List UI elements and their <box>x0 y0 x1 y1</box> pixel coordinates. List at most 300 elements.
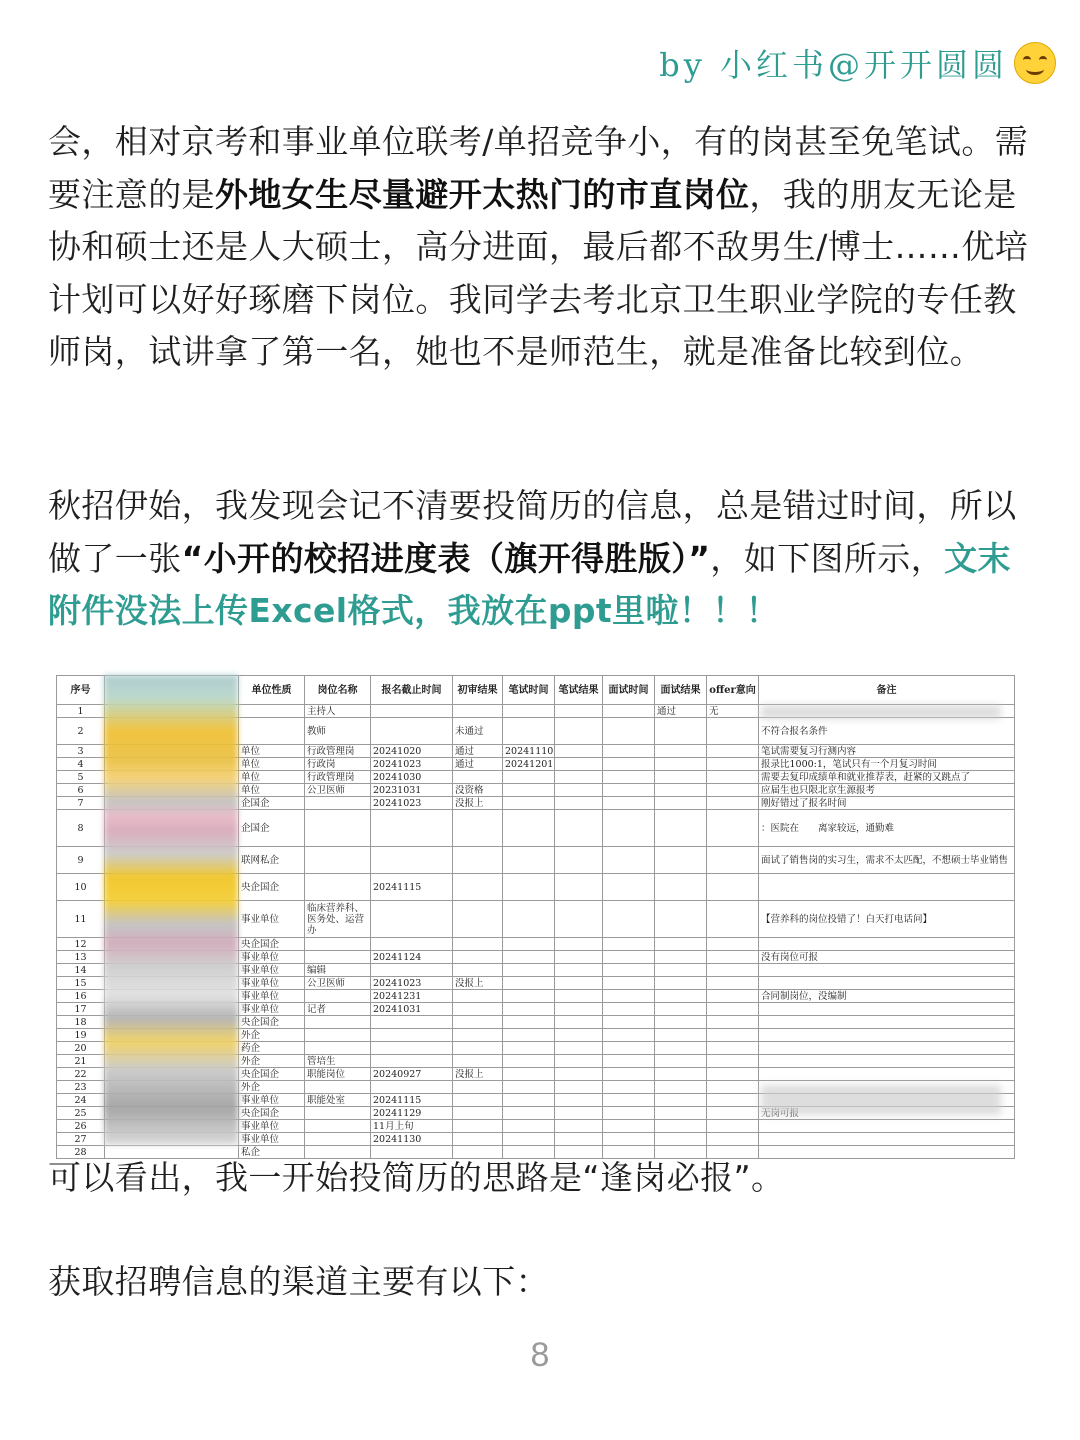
table-cell: 没报上 <box>453 1068 503 1081</box>
table-cell <box>707 847 759 874</box>
table-cell: 20240927 <box>371 1068 453 1081</box>
table-cell: 20241030 <box>371 771 453 784</box>
table-cell <box>655 1029 707 1042</box>
table-cell: 20231031 <box>371 784 453 797</box>
table-cell <box>655 1003 707 1016</box>
table-cell <box>603 718 655 745</box>
table-cell: 单位 <box>239 771 305 784</box>
table-cell <box>707 810 759 847</box>
table-cell <box>503 1094 555 1107</box>
paragraph-4: 获取招聘信息的渠道主要有以下： <box>48 1262 549 1301</box>
table-cell: 外企 <box>239 1081 305 1094</box>
table-cell <box>555 1081 603 1094</box>
table-cell <box>655 1055 707 1068</box>
table-cell <box>555 1055 603 1068</box>
table-cell <box>503 1068 555 1081</box>
table-cell <box>603 977 655 990</box>
table-cell: 央企国企 <box>239 938 305 951</box>
table-cell <box>555 1133 603 1146</box>
table-cell <box>655 874 707 901</box>
table-cell <box>655 771 707 784</box>
table-cell <box>555 964 603 977</box>
table-cell <box>503 771 555 784</box>
table-cell: 行政管理岗 <box>305 745 371 758</box>
table-cell <box>655 1068 707 1081</box>
table-cell: 【营养科的岗位投错了！白天打电话问】 <box>759 901 1015 938</box>
table-cell: 20241023 <box>371 797 453 810</box>
column-header: 岗位名称 <box>305 676 371 705</box>
blurred-company-column <box>104 675 238 1145</box>
watermark <box>659 38 1056 88</box>
table-cell: 20241129 <box>371 1107 453 1120</box>
table-cell <box>603 810 655 847</box>
table-cell <box>707 1081 759 1094</box>
table-cell <box>759 1029 1015 1042</box>
table-cell: 5 <box>57 771 105 784</box>
table-cell: 6 <box>57 784 105 797</box>
blurred-note <box>761 705 1001 719</box>
table-cell <box>555 977 603 990</box>
table-cell <box>453 847 503 874</box>
table-cell <box>555 1120 603 1133</box>
table-cell <box>603 1003 655 1016</box>
table-cell <box>655 1042 707 1055</box>
column-header: 面试时间 <box>603 676 655 705</box>
page-number: 8 <box>530 1336 550 1374</box>
table-cell <box>371 718 453 745</box>
table-cell: 外企 <box>239 1029 305 1042</box>
table-cell <box>707 901 759 938</box>
table-cell: 企国企 <box>239 810 305 847</box>
table-cell <box>503 977 555 990</box>
table-cell: 笔试需要复习行测内容 <box>759 745 1015 758</box>
table-cell: 2 <box>57 718 105 745</box>
table-cell <box>503 1003 555 1016</box>
column-header: 备注 <box>759 676 1015 705</box>
blurred-note <box>761 1085 1001 1115</box>
table-cell <box>453 1055 503 1068</box>
table-cell <box>555 874 603 901</box>
table-cell <box>555 847 603 874</box>
table-cell: ：医院在 离家较远，通勤难 <box>759 810 1015 847</box>
table-cell <box>603 1042 655 1055</box>
table-cell <box>453 990 503 1003</box>
table-cell: 20241110 <box>503 745 555 758</box>
table-cell: 记者 <box>305 1003 371 1016</box>
table-cell <box>453 810 503 847</box>
table-cell: 单位 <box>239 745 305 758</box>
table-cell <box>239 705 305 718</box>
table-cell <box>707 797 759 810</box>
table-cell <box>371 810 453 847</box>
table-cell: 10 <box>57 874 105 901</box>
table-cell: 事业单位 <box>239 1094 305 1107</box>
table-cell: 24 <box>57 1094 105 1107</box>
column-header: 面试结果 <box>655 676 707 705</box>
table-cell: 28 <box>57 1146 105 1159</box>
table-cell: 20241115 <box>371 1094 453 1107</box>
progress-spreadsheet-image <box>56 675 1014 1158</box>
table-cell: 16 <box>57 990 105 1003</box>
table-cell <box>453 901 503 938</box>
table-cell <box>603 1055 655 1068</box>
table-cell <box>707 1003 759 1016</box>
paragraph-3: 可以看出，我一开始投简历的思路是“逢岗必报”。 <box>48 1158 785 1197</box>
table-cell <box>603 938 655 951</box>
table-cell <box>655 745 707 758</box>
table-cell: 外企 <box>239 1055 305 1068</box>
table-cell <box>707 964 759 977</box>
table-cell: 央企国企 <box>239 1068 305 1081</box>
table-cell: 20241115 <box>371 874 453 901</box>
table-cell <box>555 1029 603 1042</box>
table-cell <box>305 1081 371 1094</box>
table-cell <box>371 901 453 938</box>
table-cell <box>555 1107 603 1120</box>
table-cell <box>655 1016 707 1029</box>
table-cell <box>503 810 555 847</box>
table-cell: 报录比1000:1，笔试只有一个月复习时间 <box>759 758 1015 771</box>
table-cell <box>603 784 655 797</box>
table-cell: 3 <box>57 745 105 758</box>
table-cell <box>707 784 759 797</box>
table-cell <box>707 1094 759 1107</box>
table-cell <box>603 705 655 718</box>
table-cell <box>655 964 707 977</box>
table-cell <box>453 1133 503 1146</box>
table-cell: 刚好错过了报名时间 <box>759 797 1015 810</box>
table-cell <box>453 874 503 901</box>
table-cell <box>655 1120 707 1133</box>
paragraph-1 <box>48 116 1038 379</box>
table-cell <box>503 718 555 745</box>
table-cell <box>503 1016 555 1029</box>
table-cell <box>655 784 707 797</box>
table-cell <box>707 758 759 771</box>
table-cell: 20241231 <box>371 990 453 1003</box>
table-cell <box>503 847 555 874</box>
table-cell <box>503 964 555 977</box>
table-cell <box>371 1029 453 1042</box>
table-cell: 22 <box>57 1068 105 1081</box>
table-cell: 事业单位 <box>239 1120 305 1133</box>
table-cell <box>603 1094 655 1107</box>
table-cell <box>759 874 1015 901</box>
table-cell: 没资格 <box>453 784 503 797</box>
table-cell <box>453 1029 503 1042</box>
table-cell <box>503 1029 555 1042</box>
table-cell <box>655 718 707 745</box>
table-cell <box>503 874 555 901</box>
table-cell: 13 <box>57 951 105 964</box>
table-cell: 行政岗 <box>305 758 371 771</box>
table-cell: 职能处室 <box>305 1094 371 1107</box>
paragraph-2-text-c: ，如下图所示， <box>710 538 945 578</box>
table-cell <box>555 771 603 784</box>
smiling-face-icon <box>1014 42 1056 84</box>
table-cell <box>555 718 603 745</box>
table-cell: 12 <box>57 938 105 951</box>
paragraph-1-text-c: ，我的朋友无论是协和硕士还是人大硕士，高分进面，最后都不敌男生/博士……优培计划可以好好琢磨下岗位。我同学去考北京卫生职业学院的专任教师岗，试讲拿了第一名，她也不是师范生，就是准备比较到位。 <box>48 174 1029 371</box>
table-cell <box>453 1107 503 1120</box>
table-cell <box>503 901 555 938</box>
table-cell <box>503 938 555 951</box>
table-cell <box>603 964 655 977</box>
table-cell: 25 <box>57 1107 105 1120</box>
table-cell: 20241020 <box>371 745 453 758</box>
table-cell <box>305 938 371 951</box>
table-cell <box>707 1107 759 1120</box>
table-cell <box>707 1068 759 1081</box>
table-cell: 面试了销售岗的实习生，需求不太匹配，不想硕士毕业销售 <box>759 847 1015 874</box>
table-cell <box>603 1029 655 1042</box>
table-cell: 职能岗位 <box>305 1068 371 1081</box>
table-cell <box>453 771 503 784</box>
table-cell <box>453 1081 503 1094</box>
table-cell <box>759 1042 1015 1055</box>
table-cell <box>453 1042 503 1055</box>
table-cell <box>371 964 453 977</box>
table-cell: 事业单位 <box>239 901 305 938</box>
table-cell: 27 <box>57 1133 105 1146</box>
paragraph-2-text-a: 秋招伊始，我发现会记不清要投简历的信息，总是错过时间，所以做了一张 <box>48 486 1017 578</box>
table-cell <box>707 938 759 951</box>
table-cell: 央企国企 <box>239 1016 305 1029</box>
table-cell <box>305 1133 371 1146</box>
table-cell <box>503 705 555 718</box>
table-cell <box>503 784 555 797</box>
table-cell: 央企国企 <box>239 874 305 901</box>
table-cell: 20241031 <box>371 1003 453 1016</box>
table-cell <box>453 705 503 718</box>
table-cell: 合同制岗位，没编制 <box>759 990 1015 1003</box>
table-cell: 行政管理岗 <box>305 771 371 784</box>
table-cell: 事业单位 <box>239 951 305 964</box>
table-cell <box>305 1016 371 1029</box>
table-cell: 教师 <box>305 718 371 745</box>
table-cell: 21 <box>57 1055 105 1068</box>
table-cell: 没报上 <box>453 977 503 990</box>
table-cell <box>707 1016 759 1029</box>
table-cell <box>655 1094 707 1107</box>
table-cell <box>555 938 603 951</box>
table-cell: 17 <box>57 1003 105 1016</box>
table-cell <box>655 797 707 810</box>
table-cell: 公卫医师 <box>305 784 371 797</box>
table-cell: 事业单位 <box>239 1133 305 1146</box>
table-cell: 20241023 <box>371 758 453 771</box>
table-cell <box>371 938 453 951</box>
table-cell <box>603 901 655 938</box>
table-cell <box>603 1068 655 1081</box>
table-cell: 23 <box>57 1081 105 1094</box>
table-cell: 26 <box>57 1120 105 1133</box>
table-cell <box>707 990 759 1003</box>
table-cell: 4 <box>57 758 105 771</box>
table-cell <box>759 977 1015 990</box>
table-cell <box>655 977 707 990</box>
table-cell <box>707 1042 759 1055</box>
table-cell: 不符合报名条件 <box>759 718 1015 745</box>
table-cell <box>305 797 371 810</box>
table-cell: 8 <box>57 810 105 847</box>
table-cell <box>305 1042 371 1055</box>
table-cell <box>555 810 603 847</box>
table-cell <box>655 810 707 847</box>
table-cell <box>655 847 707 874</box>
table-cell <box>707 1029 759 1042</box>
table-cell <box>555 990 603 1003</box>
table-cell <box>603 1107 655 1120</box>
table-cell <box>371 847 453 874</box>
table-cell <box>707 718 759 745</box>
table-cell <box>655 951 707 964</box>
table-cell <box>503 1042 555 1055</box>
table-cell: 管培生 <box>305 1055 371 1068</box>
table-cell <box>305 874 371 901</box>
table-cell: 11月上旬 <box>371 1120 453 1133</box>
table-cell: 主持人 <box>305 705 371 718</box>
table-cell: 没报上 <box>453 797 503 810</box>
table-cell: 未通过 <box>453 718 503 745</box>
table-cell <box>603 1081 655 1094</box>
table-cell <box>655 1107 707 1120</box>
table-cell: 14 <box>57 964 105 977</box>
table-cell <box>453 938 503 951</box>
paragraph-2 <box>48 480 1038 638</box>
table-cell <box>503 1081 555 1094</box>
table-cell <box>305 990 371 1003</box>
table-cell <box>305 1029 371 1042</box>
table-cell: 需要去复印成绩单和就业推荐表，赶紧的又跳点了 <box>759 771 1015 784</box>
table-cell <box>603 951 655 964</box>
table-cell <box>555 758 603 771</box>
table-cell <box>655 990 707 1003</box>
table-cell <box>555 901 603 938</box>
table-cell: 应届生也只限北京生源报考 <box>759 784 1015 797</box>
table-cell <box>503 1107 555 1120</box>
table-cell <box>453 951 503 964</box>
table-cell <box>707 977 759 990</box>
table-cell: 公卫医师 <box>305 977 371 990</box>
table-cell: 7 <box>57 797 105 810</box>
table-cell: 20241124 <box>371 951 453 964</box>
table-cell <box>503 1133 555 1146</box>
table-cell <box>707 745 759 758</box>
table-cell <box>453 1016 503 1029</box>
table-cell: 编辑 <box>305 964 371 977</box>
table-cell: 单位 <box>239 758 305 771</box>
table-cell <box>305 847 371 874</box>
table-cell <box>603 847 655 874</box>
table-cell <box>655 1133 707 1146</box>
table-cell <box>707 1120 759 1133</box>
table-cell <box>759 964 1015 977</box>
table-cell <box>603 745 655 758</box>
table-cell: 无 <box>707 705 759 718</box>
table-cell: 事业单位 <box>239 1003 305 1016</box>
table-cell: 20241201 <box>503 758 555 771</box>
table-cell <box>453 964 503 977</box>
table-cell: 20241130 <box>371 1133 453 1146</box>
watermark-text: by 小红书@开开圆圆 <box>659 46 1008 84</box>
table-cell <box>603 797 655 810</box>
table-cell: 临床营养科、医务处、运营办 <box>305 901 371 938</box>
column-header: offer意向 <box>707 676 759 705</box>
table-cell <box>759 1133 1015 1146</box>
table-cell <box>707 771 759 784</box>
table-cell: 事业单位 <box>239 964 305 977</box>
table-cell <box>555 1042 603 1055</box>
table-cell <box>555 1094 603 1107</box>
table-cell <box>371 1055 453 1068</box>
table-cell <box>603 758 655 771</box>
column-header: 单位性质 <box>239 676 305 705</box>
table-cell <box>603 771 655 784</box>
table-cell <box>759 1120 1015 1133</box>
table-cell <box>503 1055 555 1068</box>
table-cell: 通过 <box>453 758 503 771</box>
table-cell <box>555 1068 603 1081</box>
column-header: 笔试时间 <box>503 676 555 705</box>
paragraph-2-bold: “小开的校招进度表（旗开得胜版）” <box>181 538 711 578</box>
table-cell: 19 <box>57 1029 105 1042</box>
column-header: 序号 <box>57 676 105 705</box>
table-cell <box>555 951 603 964</box>
table-cell <box>239 718 305 745</box>
table-cell: 18 <box>57 1016 105 1029</box>
table-cell: 9 <box>57 847 105 874</box>
table-cell <box>603 1133 655 1146</box>
table-cell <box>453 1003 503 1016</box>
table-cell <box>603 990 655 1003</box>
table-cell <box>503 797 555 810</box>
table-cell <box>603 1120 655 1133</box>
table-cell <box>603 1016 655 1029</box>
table-cell <box>759 1003 1015 1016</box>
table-cell <box>603 874 655 901</box>
table-cell: 联网私企 <box>239 847 305 874</box>
paragraph-1-text-a: 会，相对京考和事业单位联考/单招竞争小，有的岗甚至免笔试。需要注意的是 <box>48 122 1029 214</box>
table-cell: 私企 <box>239 1146 305 1159</box>
paragraph-2-highlight: 文末附件没法上传Excel格式，我放在ppt里啦！！！ <box>48 538 1011 630</box>
table-cell <box>305 810 371 847</box>
paragraph-1-bold: 外地女生尽量避开太热门的市直岗位 <box>215 174 750 214</box>
table-cell <box>655 938 707 951</box>
table-cell <box>555 1016 603 1029</box>
table-cell: 事业单位 <box>239 990 305 1003</box>
table-cell <box>305 951 371 964</box>
table-cell <box>371 705 453 718</box>
table-cell: 20 <box>57 1042 105 1055</box>
column-header: 笔试结果 <box>555 676 603 705</box>
table-cell: 通过 <box>655 705 707 718</box>
table-cell: 15 <box>57 977 105 990</box>
table-cell <box>371 1081 453 1094</box>
table-cell: 央企国企 <box>239 1107 305 1120</box>
table-cell <box>759 1068 1015 1081</box>
table-cell <box>453 1094 503 1107</box>
table-cell: 药企 <box>239 1042 305 1055</box>
table-cell <box>555 745 603 758</box>
table-cell: 单位 <box>239 784 305 797</box>
table-cell <box>503 951 555 964</box>
column-header: 报名截止时间 <box>371 676 453 705</box>
table-cell: 11 <box>57 901 105 938</box>
column-header: 初审结果 <box>453 676 503 705</box>
table-cell <box>305 1120 371 1133</box>
table-cell <box>555 705 603 718</box>
